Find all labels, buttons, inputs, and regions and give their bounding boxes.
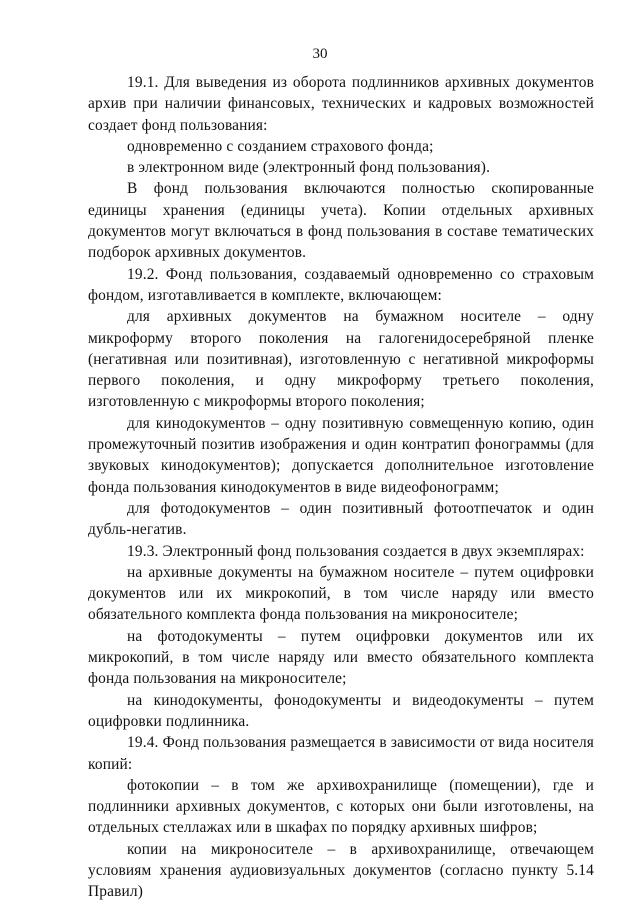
list-item-photo-documents: для фотодокументов – один позитивный фотоотпечаток и один дубль-негатив. bbox=[88, 499, 594, 539]
list-item-paper-documents: для архивных документов на бумажном носителе – одну микроформу второго поколения на галогенидосеребряной пленке (негативная или позитивная), изготовленную с негативной микроформы первого поколения, и одну микроформу третьего поколения, изготовленную с микроформы второго поколения; bbox=[88, 308, 594, 411]
paragraph-fund-contents: В фонд пользования включаются полностью скопированные единицы хранения (единицы учета). Копии отдельных архивных документов могут включаться в фонд пользования в составе тематических подборок архивных документов. bbox=[88, 180, 594, 262]
paragraph-19-1: 19.1. Для выведения из оборота подлинников архивных документов архив при наличии финансовых, технических и кадровых возможностей создает фонд пользования: bbox=[88, 74, 594, 134]
list-item-paper-digitization: на архивные документы на бумажном носителе – путем оцифровки документов или их микрокопий, в том числе наряду или вместо обязательного комплекта фонда пользования на микроносителе; bbox=[88, 563, 594, 624]
page-number: 30 bbox=[312, 46, 328, 62]
list-item-av-digitization: на кинодокументы, фонодокументы и видеодокументы – путем оцифровки подлинника. bbox=[88, 691, 594, 730]
paragraph-19-4: 19.4. Фонд пользования размещается в зависимости от вида носителя копий: bbox=[88, 734, 594, 773]
paragraph-19-2: 19.2. Фонд пользования, создаваемый одновременно со страховым фондом, изготавливается в комплекте, включающем: bbox=[88, 265, 594, 304]
list-item-photocopies: фотокопии – в том же архивохранилище (помещении), где и подлинники архивных документов, с которых они были изготовлены, на отдельных стеллажах или в шкафах по порядку архивных шифров; bbox=[88, 776, 594, 837]
list-item-film-documents: для кинодокументов – одну позитивную совмещенную копию, один промежуточный позитив изображения и один контратип фонограммы (для звуковых кинодокументов); допускается дополнительное изготовление фонда пользования кинодокументов в виде видеофонограмм; bbox=[88, 414, 594, 496]
list-item-electronic-form: в электронном виде (электронный фонд пользования). bbox=[127, 159, 491, 177]
list-item-insurance-fund: одновременно с созданием страхового фонда; bbox=[127, 137, 434, 155]
list-item-microcopies: копии на микроносителе – в архивохранилище, отвечающем условиям хранения аудиовизуальных документов (согласно пункту 5.14 Правил) bbox=[88, 840, 594, 901]
paragraph-19-3: 19.3. Электронный фонд пользования создается в двух экземплярах: bbox=[127, 542, 585, 560]
document-body bbox=[88, 72, 594, 903]
list-item-photo-digitization: на фотодокументы – путем оцифровки документов или их микрокопий, в том числе наряду или вместо обязательного комплекта фонда пользования на микроносителе; bbox=[88, 627, 594, 688]
